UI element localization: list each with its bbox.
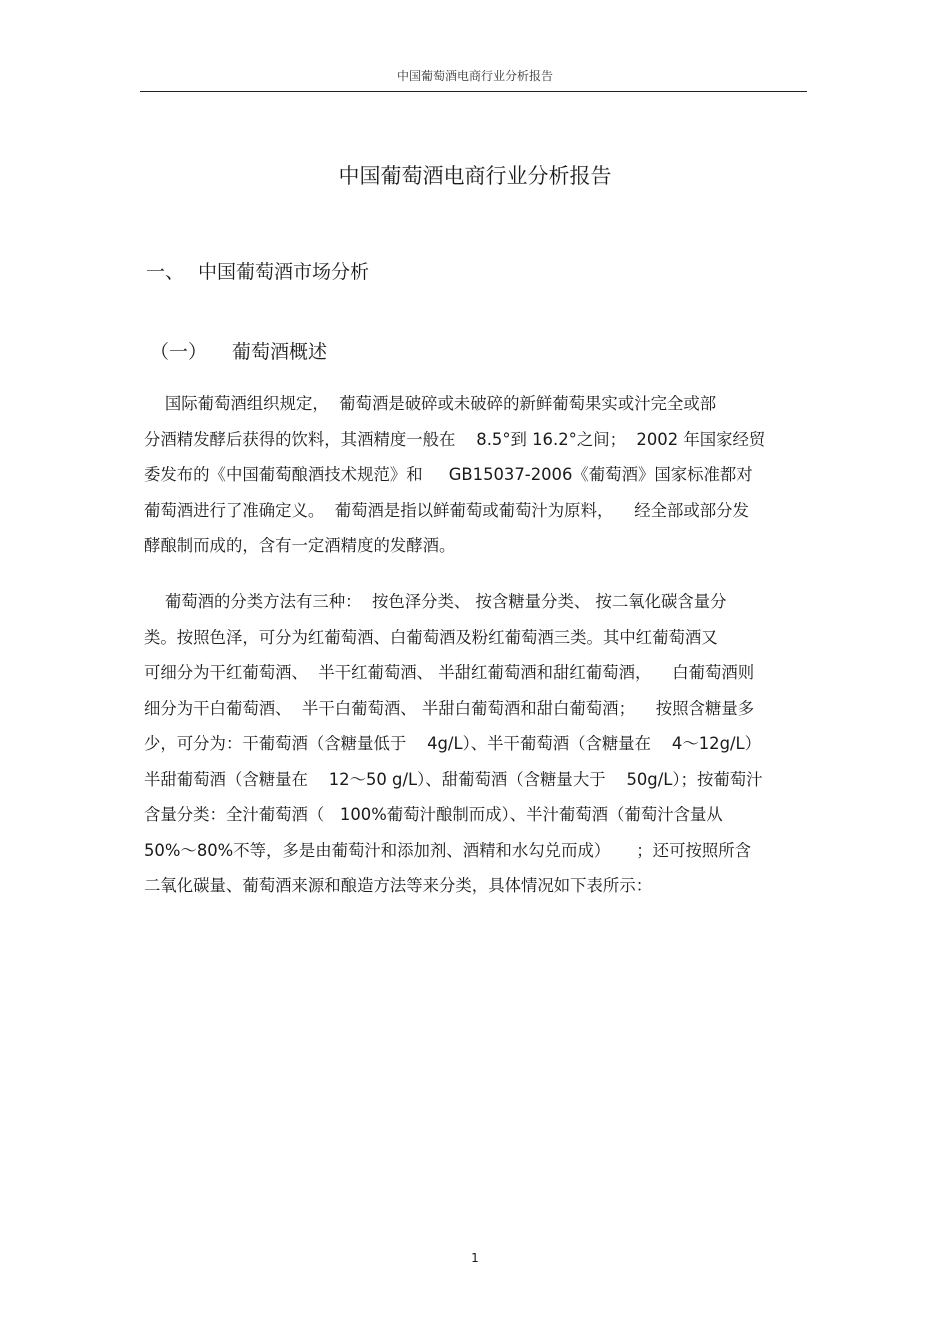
text-line: 可细分为干红葡萄酒、 半干红葡萄酒、 半甜红葡萄酒和甜红葡萄酒， 白葡萄酒则 [144,663,755,682]
document-title: 中国葡萄酒电商行业分析报告 [338,164,612,188]
text-line: 国际葡萄酒组织规定， 葡萄酒是破碎或未破碎的新鲜葡萄果实或汁完全或部 [144,394,717,413]
running-header: 中国葡萄酒电商行业分析报告 [396,69,553,83]
text-line: 半甜葡萄酒（含糖量在 12～50 g/L）、甜葡萄酒（含糖量大于 50g/L）；按葡萄汁 [144,769,763,789]
text-line: 少，可分为：干葡萄酒（含糖量低于 4g/L）、半干葡萄酒（含糖量在 4～12g/L） [144,734,762,753]
text-line: 葡萄酒的分类方法有三种： 按色泽分类、 按含糖量分类、 按二氧化碳含量分 [144,592,727,611]
subsection-heading [150,337,327,364]
text-line: 类。按照色泽，可分为红葡萄酒、白葡萄酒及粉红葡萄酒三类。其中红葡萄酒又 [144,627,718,647]
text-line: 细分为干白葡萄酒、 半干白葡萄酒、 半甜白葡萄酒和甜白葡萄酒； 按照含糖量多 [144,698,755,718]
section-heading [146,257,369,284]
section-number: 一、 [146,261,185,283]
subsection-title: 葡萄酒概述 [232,341,328,363]
text-line: 50%～80%不等，多是由葡萄汁和添加剂、酒精和水勾兑而成） ；还可按照所含 [144,840,752,860]
page-number: 1 [471,1251,479,1265]
text-line: 酵酿制而成的，含有一定酒精度的发酵酒。 [144,536,456,555]
subsection-number: （一） [150,341,208,363]
text-line: 委发布的《中国葡萄酿酒技术规范》和 GB15037-2006《葡萄酒》国家标准都对 [144,465,753,484]
text-line: 含量分类：全汁葡萄酒（ 100%葡萄汁酿制而成）、半汁葡萄酒（葡萄汁含量从 [144,805,723,824]
text-line: 二氧化碳量、葡萄酒来源和酿造方法等来分类，具体情况如下表所示： [144,876,653,895]
section-title: 中国葡萄酒市场分析 [198,261,370,283]
paragraph-classification [144,584,809,904]
text-line: 分酒精发酵后获得的饮料，其酒精度一般在 8.5°到 16.2°之间； 2002 年国家经贸 [144,429,766,449]
text-line: 葡萄酒进行了准确定义。 葡萄酒是指以鲜葡萄或葡萄汁为原料， 经全部或部分发 [144,500,749,520]
paragraph-definition [144,386,809,564]
header-rule [140,91,807,92]
